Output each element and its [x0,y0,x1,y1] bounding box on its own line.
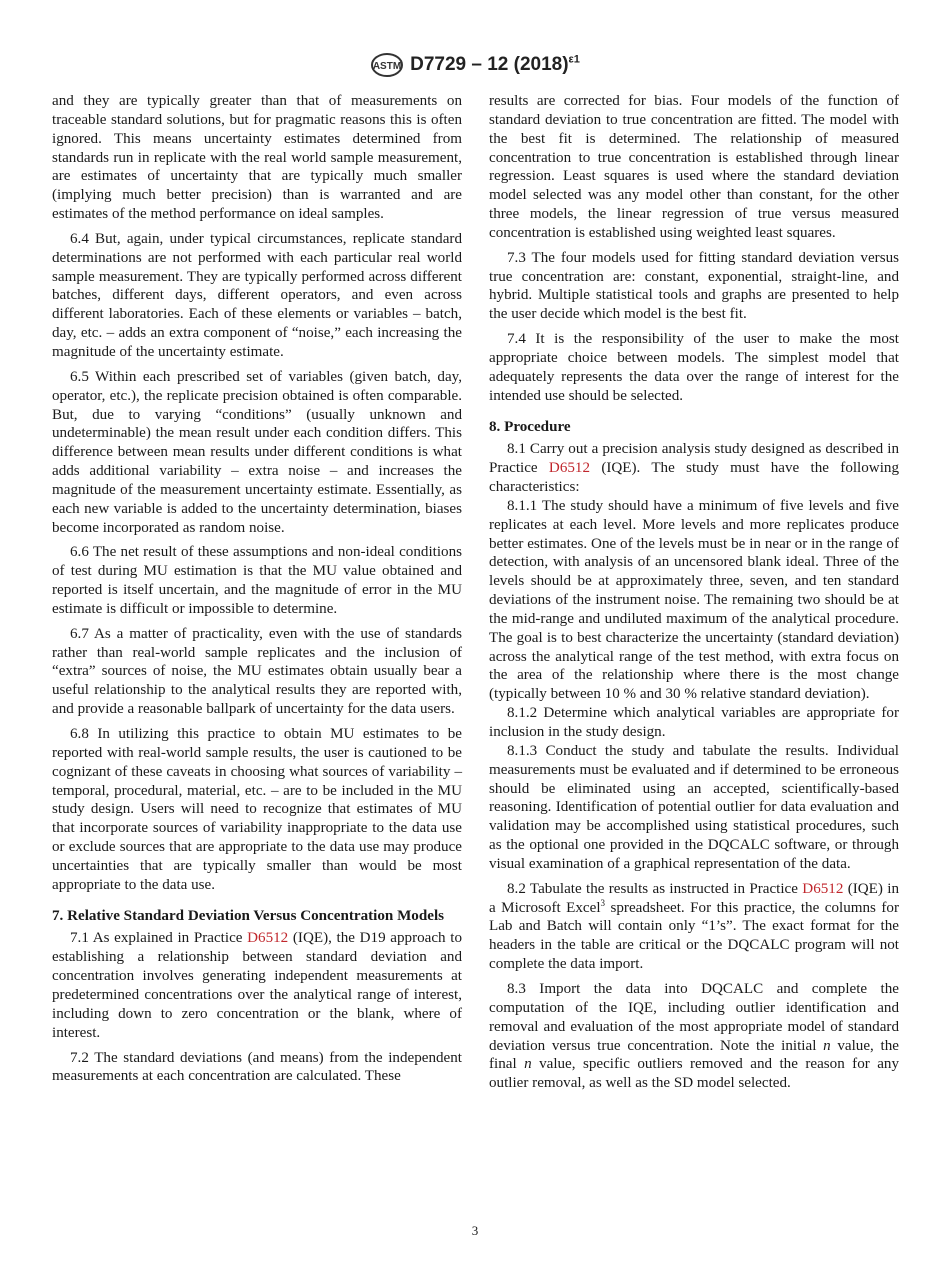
text-run: 6.6 The net result of these assumptions and non-ideal conditions of test during MU estimation is that the MU value obtained and reported is itself uncertain, and the magnitude of error in the MU estimate is difficult or impossible to determine. [52,544,462,617]
text-run: (IQE). The study must have the following characteristics: [489,460,899,496]
text-run: 7.2 The standard deviations (and means) from the independent measurements at each concentration are calculated. These [52,1049,462,1085]
paragraph [489,249,899,324]
text-run: 8. Procedure [489,418,571,435]
text-run: (IQE) in a Microsoft Excel [489,880,899,916]
text-run: 7.1 As explained in Practice [70,930,248,947]
text-run: results are corrected for bias. Four models of the function of standard deviation to true concentration are fitted. The model with the best fit is determined. The relationship of measured concentration to true concentration is established through linear regression. Least squares is used where the standard deviation model selected was any model other than constant, for the other three models, the linear regression of true versus measured concentration is established using weighted least squares. [489,93,899,241]
text-run: 6.7 As a matter of practicality, even with the use of standards rather than real-world sample replicates and the inclusion of “extra” sources of noise, the MU estimates obtain usually bear a useful relationship to the analytical results they are reported with, and provide a reasonable ballpark of uncertainty for the data users. [52,625,462,718]
text-run: 8.1.2 Determine which analytical variables are appropriate for inclusion in the study design. [489,705,899,740]
text-run: 8.1.3 Conduct the study and tabulate the results. Individual measurements must be evaluated and if determined to be erroneous should be eliminated using an accepted, scientifically-based reasoning. Identification of potential outlier for data evaluation and validation may be accomplished using statistical procedures, such as the optional one provided in the DQCALC software, or through visual examination of a graphical representation of the data. [489,742,899,872]
paragraph [52,929,462,1042]
standard-reference-link[interactable]: D6512 [247,930,289,947]
paragraph [52,92,462,224]
section-heading [52,907,462,926]
section-heading [489,418,899,437]
text-run: value, the final [489,1037,899,1073]
standard-reference-link[interactable]: D6512 [802,880,844,897]
paragraph [489,980,899,1093]
right-column [489,92,899,1099]
standard-reference-link[interactable]: D6512 [548,460,591,477]
paragraph [52,368,462,538]
text-run: value, specific outliers removed and the reason for any outlier removal, as well as the SD model selected. [489,1056,899,1092]
text-run: 6.5 Within each prescribed set of variables (given batch, day, operator, etc.), the replicate precision obtained is often comparable. But, due to varying “conditions” (usually unknown and undeterminable) the mean result under each condition differs. This difference between mean results under different conditions is what adds additional variability – extra noise – and increases the magnitude of the measurement uncertainty estimate. Essentially, as each new variable is added to the uncertainty determination, biases become incorporated as random noise. [52,368,462,536]
paragraph [489,742,899,874]
paragraph [489,880,899,974]
document-designation: D7729 – 12 (2018) [410,54,569,76]
text-run: 8.1.1 The study should have a minimum of five levels and five replicates at each level. More levels and more replicates produce better estimates. One of the levels must be in near or in the range of detection, with analysis of an uncensored blank ideal. Three of the levels should be at approximately three, seven, and ten standard deviations of the instrument noise. The remaining two should be at the mid-range and undiluted maximum of the analytical procedure. The goal is to best characterize the uncertainty (standard deviation) across the analytical range of the test method, with extra focus on the area of the relationship where there is the most change (typically between 10 % and 30 % relative standard deviation). [489,497,899,703]
text-run: n [524,1056,532,1073]
footnote-marker: 3 [600,897,606,908]
astm-logo-icon [370,52,404,78]
paragraph [489,497,899,704]
paragraph [489,440,899,497]
text-run: 7.4 It is the responsibility of the user to make the most appropriate choice between models. The simplest model that adequately represents the data over the range of interest for the intended use should be selected. [489,331,899,404]
text-run: 8.1 Carry out a precision analysis study designed as described in Practice [489,441,899,477]
text-run: 7. Relative Standard Deviation Versus Concentration Models [52,907,445,924]
paragraph [52,543,462,618]
paragraph [52,725,462,895]
text-run: 7.3 The four models used for fitting standard deviation versus true concentration are: constant, exponential, straight-line, and hybrid. Multiple statistical tools and graphs are presented to help the user decide which model is the best fit. [489,249,899,323]
text-run: 6.8 In utilizing this practice to obtain MU estimates to be reported with real-world sample results, the user is cautioned to be cognizant of these caveats in choosing what sources of variability – temporal, procedural, material, etc. – are to be included in the MU study design. Users will need to recognize that estimates of MU that incorporate sources of variability inappropriate to the data use or exclude sources that are appropriate to the data use may produce uncertainties that are typically smaller than would be most appropriate to the data use. [52,726,462,893]
text-run: (IQE), the D19 approach to establishing a relationship between standard deviation and concentration involves generating independent measurements at predetermined concentrations over the analytical range of interest, including down to zero concentration or the blank, where of interest. [52,930,462,1041]
paragraph [489,704,899,742]
page-header [0,52,950,78]
text-run: 8.2 Tabulate the results as instructed in Practice [507,880,803,897]
text-run: 8.3 Import the data into DQCALC and complete the computation of the IQE, including outlier identification and removal and evaluation of the most appropriate model of standard deviation versus true concentration. Note the initial [489,980,899,1054]
text-run: n [823,1037,831,1054]
text-run: 6.4 But, again, under typical circumstances, replicate standard determinations are not performed with each particular real world sample measurement. They are typically performed across different batches, different days, different operators, and even across different laboratories. Each of these elements or variables – batch, day, etc. – adds an extra component of “noise,” each increasing the magnitude of the uncertainty estimate. [52,230,462,360]
text-run: spreadsheet. For this practice, the columns for Lab and Batch will contain only “1’s”. The exact format for the headers in the table are critical or the DQCALC program will not complete the data import. [489,899,899,973]
svg-text:ASTM: ASTM [372,61,402,72]
left-column [52,92,462,1092]
paragraph [489,92,899,243]
paragraph [52,1049,462,1087]
epsilon-superscript: ε1 [568,53,580,66]
text-run: and they are typically greater than that of measurements on traceable standard solutions, but for pragmatic reasons this is often ignored. This means uncertainty estimates determined from standards run in replicate with the real world sample measurement, are estimates of uncertainty that are typically much smaller (implying much better precision) than is warranted and are estimates of the method performance on ideal samples. [52,93,462,223]
paragraph [489,330,899,405]
paragraph [52,230,462,362]
page-number: 3 [471,1223,479,1238]
paragraph [52,625,462,719]
